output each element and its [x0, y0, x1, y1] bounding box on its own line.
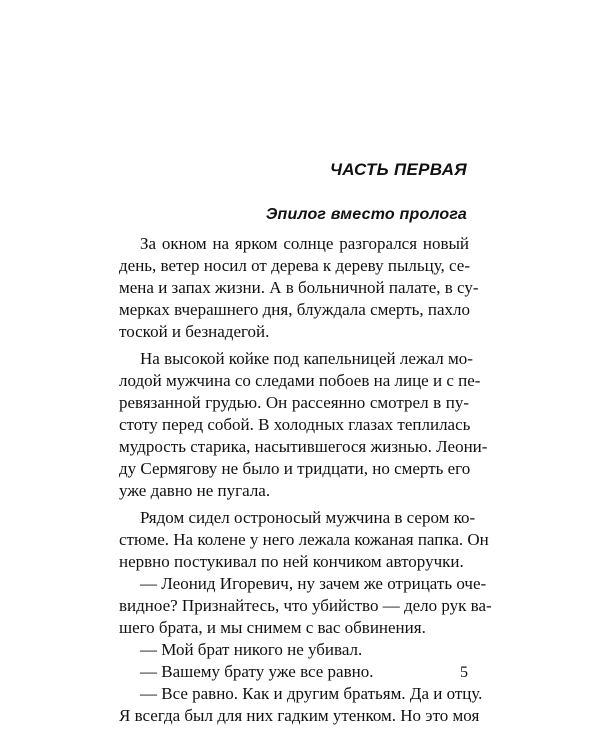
paragraph: [119, 233, 479, 343]
text-line: мудрость старика, насытившегося жизнью. Леони-: [119, 437, 488, 456]
text-line: За окном на ярком солнце разгорался новый: [140, 234, 469, 253]
text-line: ду Сермягову не было и тридцати, но смерть его: [119, 459, 471, 478]
text-line: нервно постукивал по ней кончиком авторучки.: [119, 552, 464, 571]
text-line: лодой мужчина со следами побоев на лице и с пе-: [119, 371, 481, 390]
paragraph: [119, 507, 492, 727]
text-line: — Вашему брату уже все равно.: [140, 662, 374, 681]
text-line: — Мой брат никого не убивал.: [140, 640, 363, 659]
text-line: день, ветер носил от дерева к дереву пыльцу, се-: [119, 256, 470, 275]
text-line: На высокой койке под капельницей лежал мо-: [140, 349, 473, 368]
text-line: видное? Признайтесь, что убийство — дело рук ва-: [119, 596, 492, 615]
chapter-title: Эпилог вместо пролога: [265, 206, 467, 223]
text-line: — Все равно. Как и другим братьям. Да и отцу.: [140, 684, 483, 703]
text-line: стоту перед собой. В холодных глазах теплилась: [119, 415, 471, 434]
text-line: — Леонид Игоревич, ну зачем же отрицать оче-: [140, 574, 487, 593]
text-line: ревязанной грудью. Он рассеянно смотрел в пу-: [119, 393, 469, 412]
paragraph: [119, 348, 488, 502]
text-line: Я всегда был для них гадким утенком. Но это моя: [119, 706, 480, 725]
text-line: мена и запах жизни. А в больничной палате, в су-: [119, 278, 479, 297]
text-line: тоской и безнадегой.: [119, 322, 270, 341]
text-line: шего брата, и мы снимем с вас обвинения.: [119, 618, 426, 637]
text-line: уже давно не пугала.: [119, 481, 271, 500]
text-line: Рядом сидел остроносый мужчина в сером ко-: [140, 508, 476, 527]
part-title: ЧАСТЬ ПЕРВАЯ: [329, 160, 467, 179]
text-line: мерках вчерашнего дня, блуждала смерть, пахло: [119, 300, 471, 319]
body-text: [119, 233, 492, 732]
text-line: стюме. На колене у него лежала кожаная папка. Он: [119, 530, 489, 549]
page-number: 5: [460, 664, 468, 681]
